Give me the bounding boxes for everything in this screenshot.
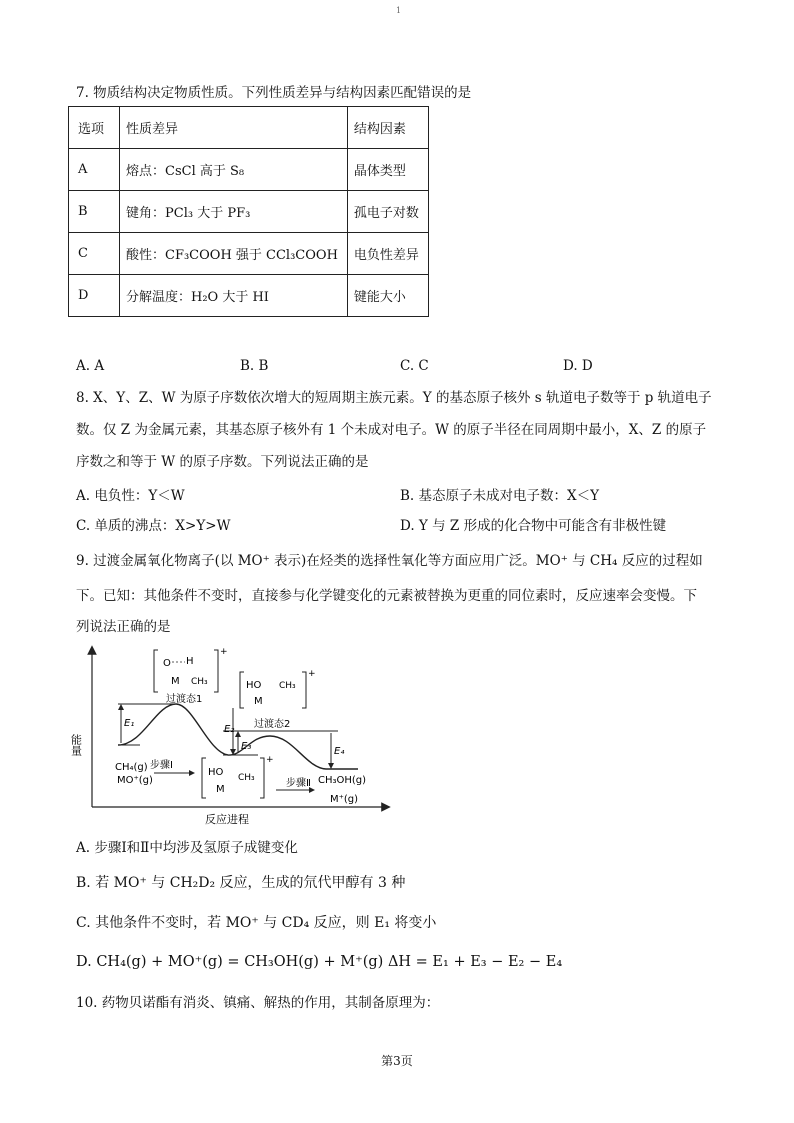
product-ch3oh: CH₃OH(g) xyxy=(318,775,367,786)
table-cell: 键能大小 xyxy=(347,275,428,317)
ts2-ch3: CH₃ xyxy=(279,681,296,691)
q7-option-c[interactable]: C. C xyxy=(400,358,429,374)
ts2-bracket-left xyxy=(240,672,244,708)
q8-stem-line: 8. X、Y、Z、W 为原子序数依次增大的短周期主族元素。Y 的基态原子核外 s 轨道电子数等于 p 轨道电子 xyxy=(76,390,712,406)
int-bracket-right xyxy=(260,758,264,798)
q9-stem-line: 列说法正确的是 xyxy=(76,619,171,635)
ts1-charge: + xyxy=(220,647,228,657)
ts2-m: M xyxy=(254,696,263,707)
table-cell: D xyxy=(69,275,120,317)
table-header-cell: 结构因素 xyxy=(347,107,428,149)
q9-option-a[interactable]: A. 步骤Ⅰ和Ⅱ中均涉及氢原子成键变化 xyxy=(76,840,298,856)
ts1-bracket-left xyxy=(154,650,158,692)
table-cell: 酸性：CF₃COOH 强于 CCl₃COOH xyxy=(120,233,348,275)
q8-option-c[interactable]: C. 单质的沸点：X>Y>W xyxy=(76,518,231,534)
q8-option-a[interactable]: A. 电负性：Y＜W xyxy=(76,488,185,504)
e3-label: E₃ xyxy=(241,741,252,752)
table-header-cell: 选项 xyxy=(69,107,120,149)
step1-label: 步骤Ⅰ xyxy=(150,760,173,771)
q7-option-d[interactable]: D. D xyxy=(563,358,593,374)
table-cell: C xyxy=(69,233,120,275)
ts1-m: M xyxy=(171,676,180,687)
q8-stem-line: 序数之和等于 W 的原子序数。下列说法正确的是 xyxy=(76,454,369,470)
table-cell: 键角：PCl₃ 大于 PF₃ xyxy=(120,191,348,233)
int-m: M xyxy=(216,784,225,795)
q9-option-b[interactable]: B. 若 MO⁺ 与 CH₂D₂ 反应，生成的氘代甲醇有 3 种 xyxy=(76,875,406,891)
reactant-mo: MO⁺(g) xyxy=(117,775,153,786)
table-cell: 分解温度：H₂O 大于 HI xyxy=(120,275,348,317)
table-cell: B xyxy=(69,191,120,233)
table-header-row xyxy=(69,107,429,149)
q8-stem-line: 数。仅 Z 为金属元素，其基态原子核外有 1 个未成对电子。W 的原子半径在同周期中最小，X、Z 的原子 xyxy=(76,422,707,438)
table-row xyxy=(69,191,429,233)
ts2-charge: + xyxy=(308,669,316,679)
table-cell: 熔点：CsCl 高于 S₈ xyxy=(120,149,348,191)
ts1-bracket-right xyxy=(214,650,218,692)
q9-option-c[interactable]: C. 其他条件不变时，若 MO⁺ 与 CD₄ 反应，则 E₁ 将变小 xyxy=(76,915,437,931)
int-bracket-left xyxy=(202,758,206,798)
table-row xyxy=(69,275,429,317)
table-cell: A xyxy=(69,149,120,191)
int-ho: HO xyxy=(208,767,224,778)
table-header-cell: 性质差异 xyxy=(120,107,348,149)
header-mark: 1 xyxy=(396,6,402,15)
q7-stem: 7. 物质结构决定物质性质。下列性质差异与结构因素匹配错误的是 xyxy=(76,85,472,101)
e1-label: E₁ xyxy=(124,718,135,729)
q8-option-d[interactable]: D. Y 与 Z 形成的化合物中可能含有非极性键 xyxy=(400,518,667,534)
energy-diagram xyxy=(68,642,398,827)
y-axis-label: 能量 xyxy=(69,734,83,756)
int-charge: + xyxy=(266,755,274,765)
page-number: 第3页 xyxy=(381,1054,413,1068)
e2-label: E₂ xyxy=(224,724,235,735)
ts2-label: 过渡态2 xyxy=(254,719,291,730)
q8-option-b[interactable]: B. 基态原子未成对电子数：X＜Y xyxy=(400,488,600,504)
ts1-ch3: CH₃ xyxy=(191,677,208,687)
table-cell: 孤电子对数 xyxy=(347,191,428,233)
table-row xyxy=(69,149,429,191)
step2-label: 步骤Ⅱ xyxy=(286,778,311,789)
table-cell: 电负性差异 xyxy=(347,233,428,275)
q10-stem: 10. 药物贝诺酯有消炎、镇痛、解热的作用，其制备原理为： xyxy=(76,995,440,1011)
ts1-h: H xyxy=(186,656,194,667)
q9-option-d[interactable]: D. CH₄(g) + MO⁺(g) = CH₃OH(g) + M⁺(g) ΔH = E₁ + E₃ − E₂ − E₄ xyxy=(76,954,563,970)
reactant-ch4: CH₄(g) xyxy=(115,762,148,773)
q7-table xyxy=(68,106,429,317)
q7-option-a[interactable]: A. A xyxy=(76,358,105,374)
ts1-label: 过渡态1 xyxy=(166,694,203,705)
ts2-bracket-right xyxy=(302,672,306,708)
q9-stem-line: 9. 过渡金属氧化物离子(以 MO⁺ 表示)在烃类的选择性氧化等方面应用广泛。MO⁺ 与 CH₄ 反应的过程如 xyxy=(76,553,703,569)
int-ch3: CH₃ xyxy=(238,773,255,783)
q7-option-b[interactable]: B. B xyxy=(240,358,269,374)
product-m: M⁺(g) xyxy=(330,794,359,805)
ts2-ho: HO xyxy=(246,680,262,691)
table-row xyxy=(69,233,429,275)
table-cell: 晶体类型 xyxy=(347,149,428,191)
e4-label: E₄ xyxy=(334,746,345,757)
x-axis-label: 反应进程 xyxy=(205,813,249,826)
ts1-o: O xyxy=(163,658,171,669)
q9-stem-line: 下。已知：其他条件不变时，直接参与化学键变化的元素被替换为更重的同位素时，反应速率会变慢。下 xyxy=(76,588,697,604)
